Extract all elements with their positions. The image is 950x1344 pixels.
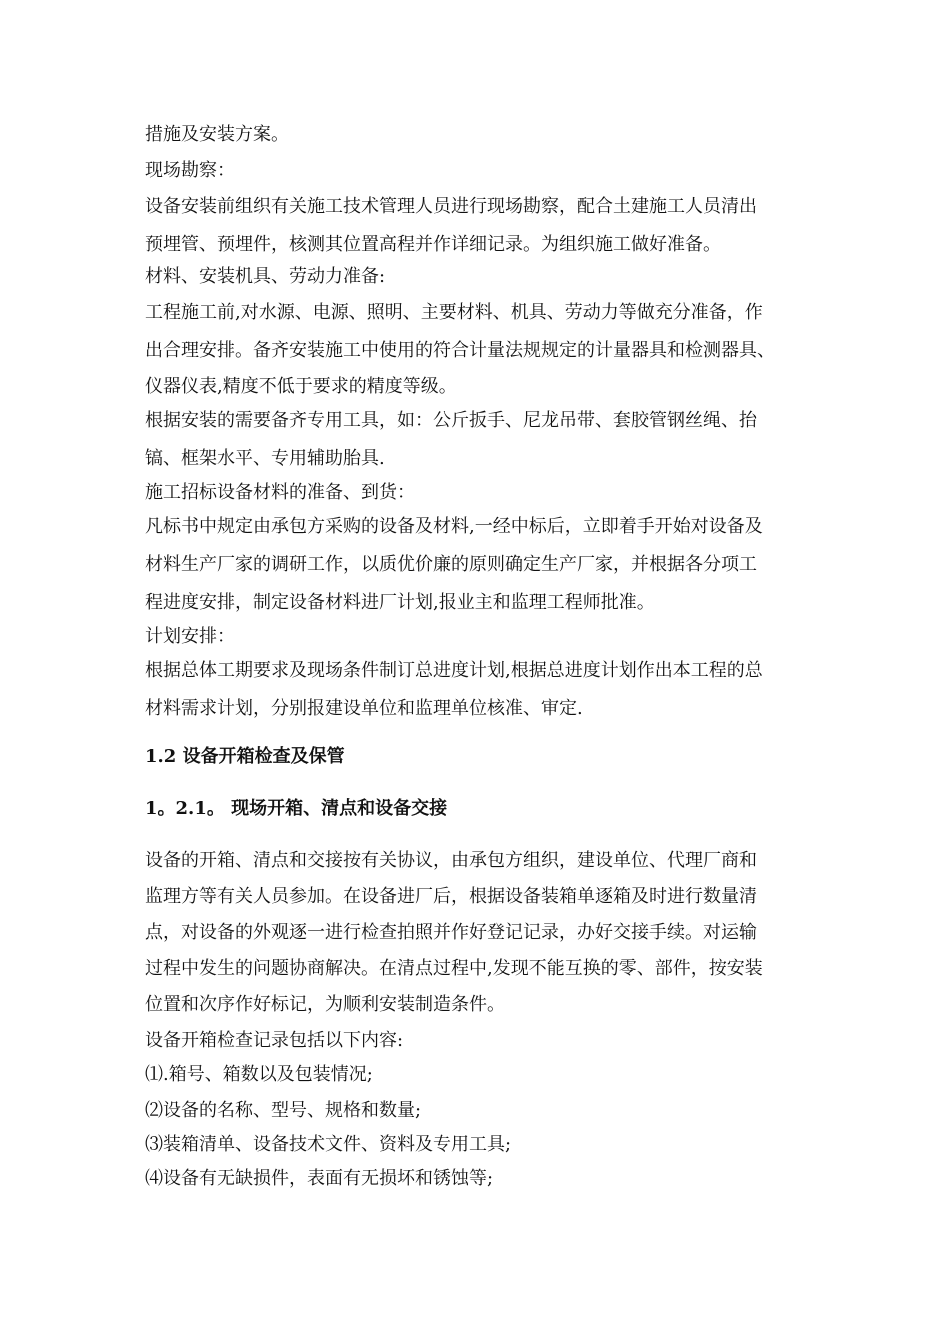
text-line: 凡标书中规定由承包方采购的设备及材料,一经中标后，立即着手开始对设备及 <box>145 516 763 537</box>
list-item: ⑵设备的名称、型号、规格和数量; <box>145 1100 422 1121</box>
text-line: 预埋管、预埋件，核测其位置高程并作详细记录。为组织施工做好准备。 <box>145 234 721 255</box>
text-line: 点，对设备的外观逐一进行检查拍照并作好登记记录，办好交接手续。对运输 <box>145 922 757 943</box>
list-item: ⑷设备有无缺损件，表面有无损坏和锈蚀等; <box>145 1168 494 1189</box>
text-line: 设备开箱检查记录包括以下内容: <box>145 1030 404 1051</box>
list-item: ⑶装箱清单、设备技术文件、资料及专用工具; <box>145 1134 512 1155</box>
text-line: 材料、安装机具、劳动力准备: <box>145 266 386 287</box>
text-line: 设备安装前组织有关施工技术管理人员进行现场勘察，配合土建施工人员清出 <box>145 196 757 217</box>
text-line: 出合理安排。备齐安装施工中使用的符合计量法规规定的计量器具和检测器具、 <box>145 340 775 361</box>
text-line: 仪器仪表,精度不低于要求的精度等级。 <box>145 376 457 397</box>
text-line: 程进度安排，制定设备材料进厂计划,报业主和监理工程师批准。 <box>145 592 655 613</box>
text-line: 现场勘察： <box>145 160 235 181</box>
list-item: ⑴.箱号、箱数以及包装情况; <box>145 1064 373 1085</box>
text-line: 根据总体工期要求及现场条件制订总进度计划,根据总进度计划作出本工程的总 <box>145 660 763 681</box>
subsection-heading: 1。2.1。 现场开箱、清点和设备交接 <box>145 798 448 819</box>
text-line: 监理方等有关人员参加。在设备进厂后，根据设备装箱单逐箱及时进行数量清 <box>145 886 757 907</box>
text-line: 计划安排： <box>145 626 235 647</box>
text-line: 设备的开箱、清点和交接按有关协议，由承包方组织，建设单位、代理厂商和 <box>145 850 757 871</box>
text-line: 工程施工前,对水源、电源、照明、主要材料、机具、劳动力等做充分准备，作 <box>145 302 763 323</box>
text-line: 材料生产厂家的调研工作，以质优价廉的原则确定生产厂家，并根据各分项工 <box>145 554 757 575</box>
text-line: 过程中发生的问题协商解决。在清点过程中,发现不能互换的零、部件，按安装 <box>145 958 763 979</box>
text-line: 材料需求计划，分别报建设单位和监理单位核准、审定. <box>145 698 583 719</box>
text-line: 施工招标设备材料的准备、到货： <box>145 482 415 503</box>
text-line: 措施及安装方案。 <box>145 124 289 145</box>
text-line: 位置和次序作好标记，为顺利安装制造条件。 <box>145 994 505 1015</box>
section-heading: 1.2 设备开箱检查及保管 <box>145 746 345 767</box>
text-line: 镐、框架水平、专用辅助胎具. <box>145 448 385 469</box>
text-line: 根据安装的需要备齐专用工具，如：公斤扳手、尼龙吊带、套胶管钢丝绳、抬 <box>145 410 757 431</box>
